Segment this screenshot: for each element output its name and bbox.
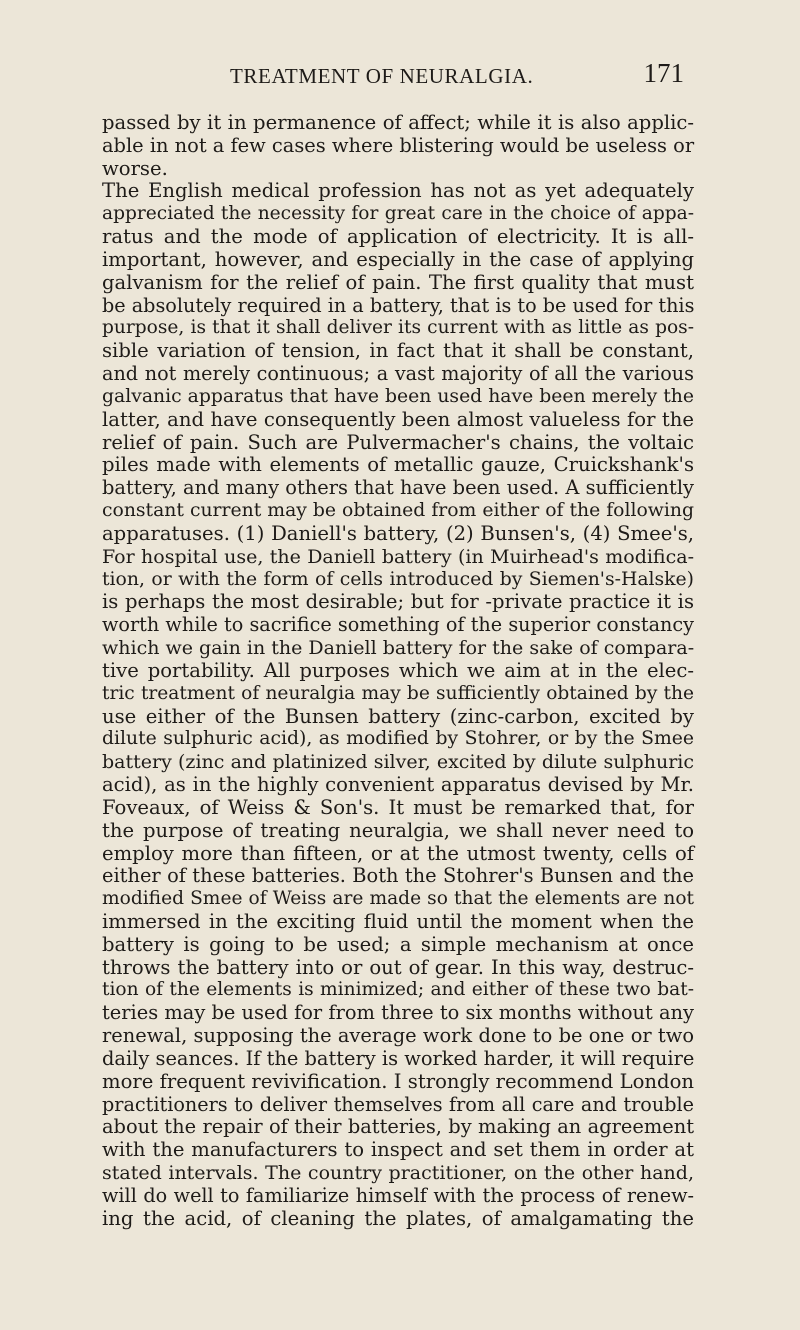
text-line: tive portability. All purposes which we aim at in the elec-: [102, 658, 694, 682]
text-line: employ more than fifteen, or at the utmost twenty, cells of: [102, 841, 694, 865]
text-line: latter, and have consequently been almost valueless for the: [102, 407, 694, 431]
text-line: battery, and many others that have been used. A sufficiently: [102, 476, 694, 500]
text-line: daily seances. If the battery is worked harder, it will require: [102, 1046, 695, 1070]
text-line: is perhaps the most desirable; but for -private practice it is: [102, 590, 694, 614]
page-number: 171: [643, 58, 684, 88]
text-line: For hospital use, the Daniell battery (in Muirhead's modifica-: [102, 545, 694, 568]
text-line: the purpose of treating neuralgia, we shall never need to: [102, 818, 694, 842]
text-line: battery (zinc and platinized silver, excited by dilute sulphuric: [102, 751, 694, 774]
text-line: renewal, supposing the average work done to be one or two: [102, 1024, 694, 1048]
text-line: immersed in the exciting fluid until the moment when the: [102, 909, 694, 933]
running-head: [102, 56, 686, 96]
text-line: battery is going to be used; a simple mechanism at once: [102, 932, 694, 956]
text-line: tric treatment of neuralgia may be sufficiently obtained by the: [102, 682, 694, 704]
text-line: tion, or with the form of cells introduced by Siemen's-Halske): [102, 568, 694, 590]
text-line: practitioners to deliver themselves from all care and trouble: [102, 1092, 694, 1116]
text-line: acid), as in the highly convenient apparatus devised by Mr.: [102, 773, 694, 797]
text-line: modified Smee of Weiss are made so that the elements are not: [102, 888, 694, 910]
text-line: more frequent revivification. I strongly recommend London: [102, 1069, 694, 1093]
text-line: passed by it in permanence of affect; while it is also applic-: [102, 111, 694, 134]
text-line: stated intervals. The country practitioner, on the other hand,: [102, 1162, 694, 1185]
text-line: which we gain in the Daniell battery for the sake of compara-: [102, 637, 695, 660]
text-line: The English medical profession has not as yet adequately: [102, 179, 694, 203]
body-text: [102, 112, 694, 1231]
running-title: TREATMENT OF NEURALGIA.: [230, 64, 534, 88]
text-line: worth while to sacrifice something of the superior constancy: [102, 613, 694, 637]
text-line: piles made with elements of metallic gauze, Cruickshank's: [102, 453, 694, 477]
text-line: apparatuses. (1) Daniell's battery, (2) Bunsen's, (4) Smee's,: [102, 521, 694, 545]
text-line: dilute sulphuric acid), as modified by Stohrer, or by the Smee: [102, 728, 694, 750]
text-line: Foveaux, of Weiss & Son's. It must be remarked that, for: [102, 795, 694, 819]
text-line: ing the acid, of cleaning the plates, of amalgamating the: [102, 1206, 694, 1230]
text-line: sible variation of tension, in fact that it shall be constant,: [102, 339, 694, 363]
text-line: ratus and the mode of application of electricity. It is all-: [102, 225, 694, 249]
text-line: worse.: [102, 156, 168, 180]
text-line: relief of pain. Such are Pulvermacher's chains, the voltaic: [102, 430, 694, 454]
text-line: use either of the Bunsen battery (zinc-carbon, excited by: [102, 704, 694, 728]
text-line: galvanic apparatus that have been used have been merely the: [102, 385, 694, 407]
text-line: throws the battery into or out of gear. In this way, destruc-: [102, 955, 694, 979]
text-line: either of these batteries. Both the Stohrer's Bunsen and the: [102, 864, 694, 888]
text-line: galvanism for the relief of pain. The first quality that must: [102, 270, 694, 294]
text-line: constant current may be obtained from either of the following: [102, 500, 694, 522]
text-line: will do well to familiarize himself with the process of renew-: [102, 1183, 694, 1207]
text-line: teries may be used for from three to six months without any: [102, 1001, 694, 1025]
text-line: tion of the elements is minimized; and either of these two bat-: [102, 979, 694, 1001]
text-line: about the repair of their batteries, by making an agreement: [102, 1115, 694, 1139]
text-line: able in not a few cases where blistering would be useless or: [102, 133, 695, 157]
text-line: important, however, and especially in the case of applying: [102, 247, 694, 271]
text-line: with the manufacturers to inspect and set them in order at: [102, 1138, 694, 1162]
text-line: purpose, is that it shall deliver its current with as little as pos-: [102, 317, 694, 339]
text-line: and not merely continuous; a vast majority of all the various: [102, 362, 694, 386]
text-line: appreciated the necessity for great care in the choice of appa-: [102, 203, 694, 225]
text-line: be absolutely required in a battery, that is to be used for this: [102, 293, 695, 317]
